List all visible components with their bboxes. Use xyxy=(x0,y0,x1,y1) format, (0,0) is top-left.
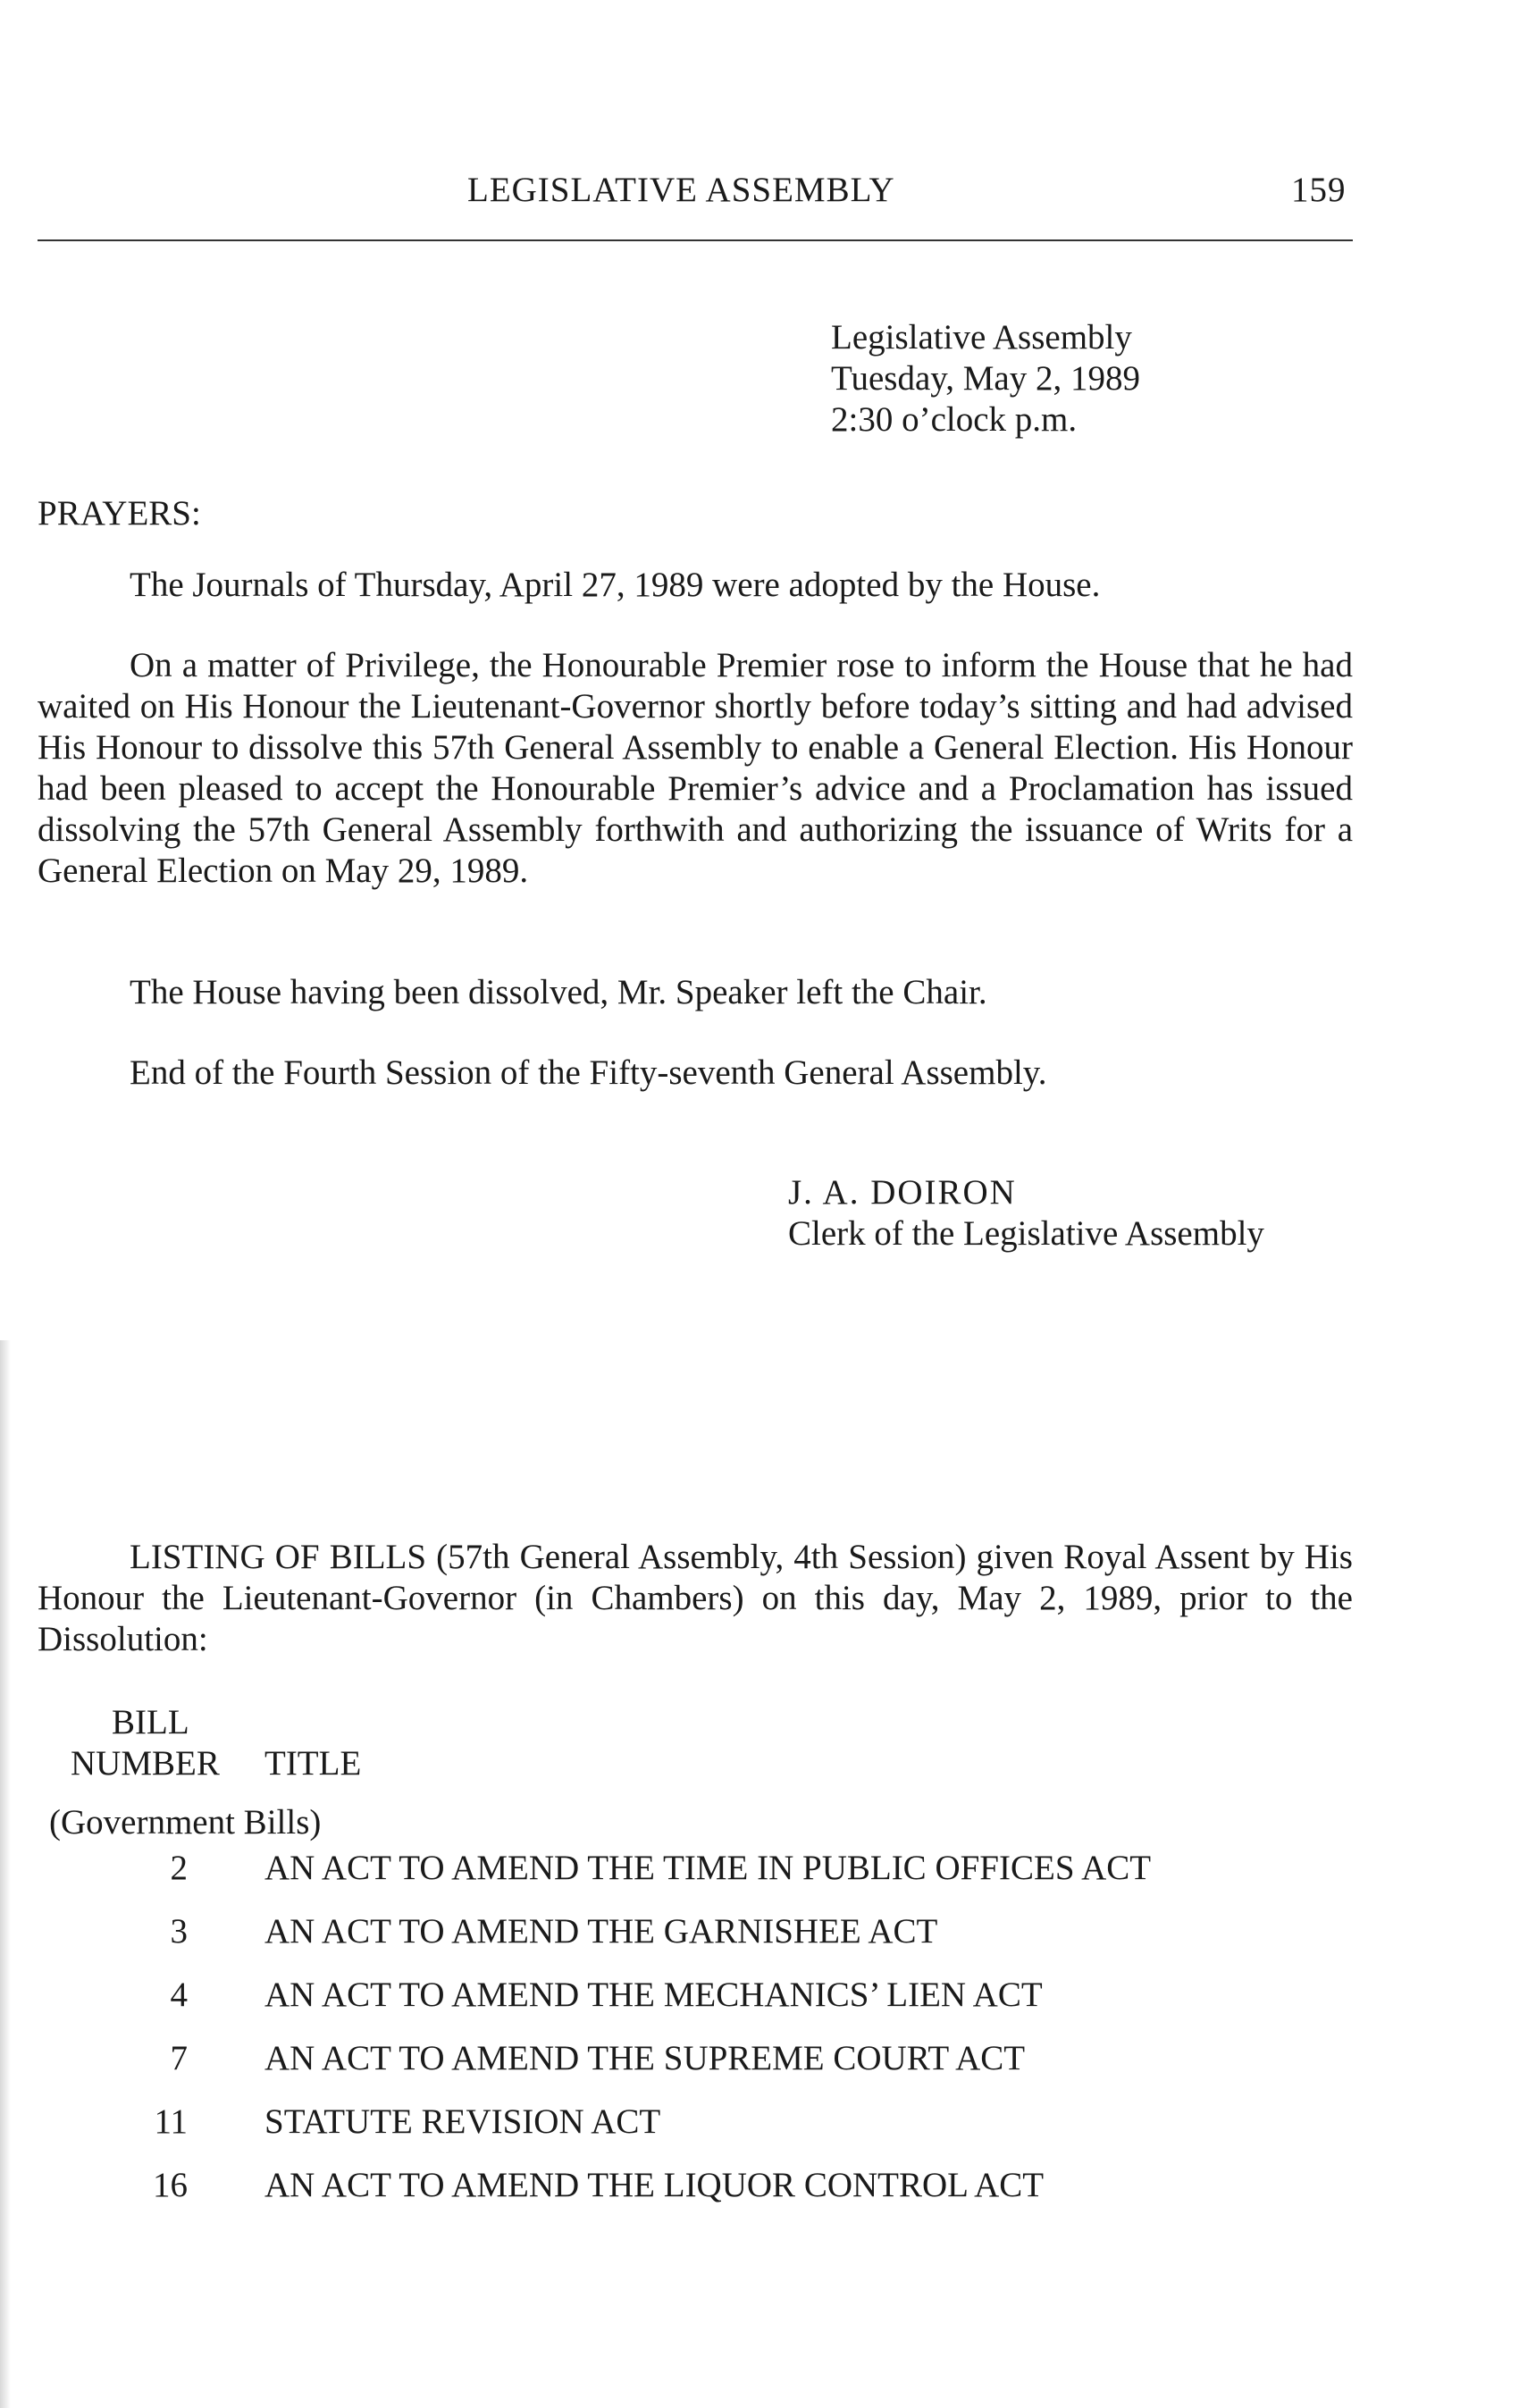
bill-row xyxy=(0,1911,1519,1975)
header-rule xyxy=(38,239,1353,241)
dateline-date: Tuesday, May 2, 1989 xyxy=(831,359,1140,398)
clerk-name: J. A. DOIRON xyxy=(788,1173,1017,1212)
bill-row xyxy=(0,2038,1519,2102)
bill-title: AN ACT TO AMEND THE GARNISHEE ACT xyxy=(264,1912,938,1951)
bill-row xyxy=(0,1848,1519,1911)
dateline-time: 2:30 o’clock p.m. xyxy=(831,400,1078,439)
bills-category: (Government Bills) xyxy=(49,1803,322,1842)
header-number: NUMBER xyxy=(71,1744,220,1783)
listing-of-bills-paragraph: LISTING OF BILLS (57th General Assembly, 4th Session) given Royal Assent by His Honour the Lieutenant-Governor (in Chambers) on this day, May 2, 1989, prior to the Dissolution: xyxy=(38,1538,1353,1658)
bill-number: 7 xyxy=(170,2039,188,2077)
bill-title: AN ACT TO AMEND THE SUPREME COURT ACT xyxy=(264,2039,1026,2077)
dateline-assembly: Legislative Assembly xyxy=(831,318,1132,357)
bill-row xyxy=(0,2102,1519,2165)
signature-block xyxy=(788,1172,1264,1254)
bill-number: 2 xyxy=(170,1849,188,1887)
bill-title: AN ACT TO AMEND THE TIME IN PUBLIC OFFICES ACT xyxy=(264,1849,1152,1887)
header-title-column: TITLE xyxy=(264,1744,362,1783)
privilege-paragraph: On a matter of Privilege, the Honourable Premier rose to inform the House that he had waited on His Honour the Lieutenant-Governor shortly before today’s sitting and had advised His Honour to dissolve this 57th General Assembly to enable a General Election. His Honour had been pleased to accept the Honourable Premier’s advice and a Proclamation has issued dissolving the 57th General Assembly forthwith and authorizing the issuance of Writs for a General Election on May 29, 1989. xyxy=(38,646,1353,890)
bill-number: 11 xyxy=(154,2102,188,2141)
bill-row xyxy=(0,2165,1519,2228)
dissolved-paragraph: The House having been dissolved, Mr. Speaker left the Chair. xyxy=(130,973,987,1011)
bill-row xyxy=(0,1975,1519,2038)
header-title: LEGISLATIVE ASSEMBLY xyxy=(467,171,895,209)
bill-number: 3 xyxy=(170,1912,188,1951)
journals-paragraph: The Journals of Thursday, April 27, 1989 were adopted by the House. xyxy=(130,566,1101,604)
bill-title: AN ACT TO AMEND THE LIQUOR CONTROL ACT xyxy=(264,2166,1045,2204)
bills-list xyxy=(0,1848,1519,2228)
bill-title: STATUTE REVISION ACT xyxy=(264,2102,661,2141)
end-of-session-paragraph: End of the Fourth Session of the Fifty-seventh General Assembly. xyxy=(130,1053,1047,1092)
bill-title: AN ACT TO AMEND THE MECHANICS’ LIEN ACT xyxy=(264,1976,1043,2014)
header-bill: BILL xyxy=(112,1703,189,1741)
page-number: 159 xyxy=(1291,171,1347,209)
clerk-role: Clerk of the Legislative Assembly xyxy=(788,1214,1264,1253)
bill-number: 16 xyxy=(153,2166,188,2204)
bill-number: 4 xyxy=(170,1976,188,2014)
dateline xyxy=(831,317,1140,440)
prayers-heading: PRAYERS: xyxy=(38,494,201,533)
